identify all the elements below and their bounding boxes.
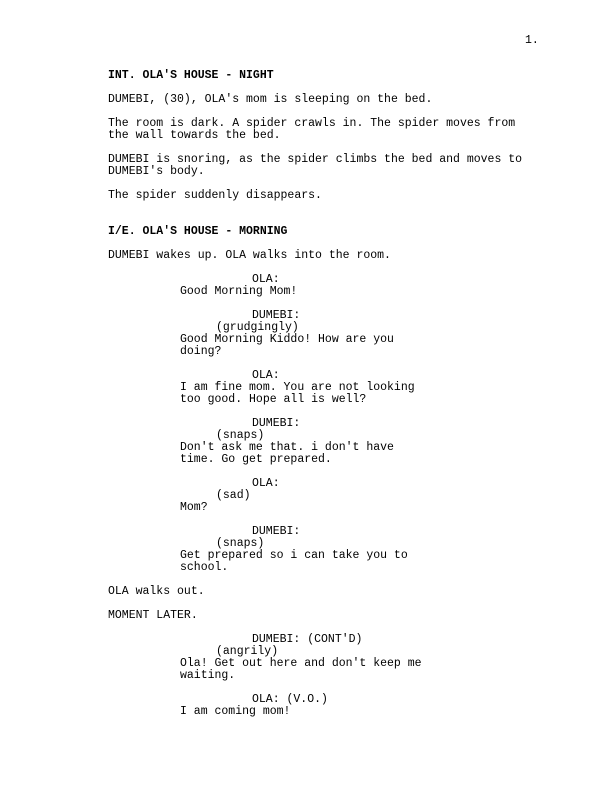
parenthetical: (sad) bbox=[216, 489, 251, 502]
dialogue-line: Good Morning Kiddo! How are you bbox=[180, 333, 394, 346]
page-number: 1. bbox=[525, 34, 539, 47]
dialogue-line: too good. Hope all is well? bbox=[180, 393, 367, 406]
action-line: DUMEBI, (30), OLA's mom is sleeping on the bed. bbox=[108, 93, 433, 106]
dialogue-block bbox=[108, 418, 548, 466]
character-name: OLA: bbox=[252, 273, 280, 286]
action-line: The room is dark. A spider crawls in. The spider moves from the wall towards the bed. bbox=[108, 117, 516, 142]
character-name: OLA: (V.O.) bbox=[252, 693, 328, 706]
dialogue-block bbox=[108, 478, 548, 514]
dialogue-block bbox=[108, 274, 548, 298]
character-name: DUMEBI: (CONT'D) bbox=[252, 633, 363, 646]
dialogue-line: Good Morning Mom! bbox=[180, 285, 298, 298]
parenthetical: (angrily) bbox=[216, 645, 279, 658]
action-line: OLA walks out. bbox=[108, 585, 205, 598]
character-name: DUMEBI: bbox=[252, 525, 301, 538]
action-line: MOMENT LATER. bbox=[108, 609, 198, 622]
character-name: DUMEBI: bbox=[252, 309, 301, 322]
screenplay-body bbox=[108, 70, 548, 718]
dialogue-line: Ola! Get out here and don't keep me bbox=[180, 657, 422, 670]
dialogue-block bbox=[108, 526, 548, 574]
parenthetical: (snaps) bbox=[216, 537, 265, 550]
parenthetical: (snaps) bbox=[216, 429, 265, 442]
dialogue-line: Get prepared so i can take you to bbox=[180, 549, 408, 562]
parenthetical: (grudgingly) bbox=[216, 321, 299, 334]
character-name: OLA: bbox=[252, 477, 280, 490]
dialogue-block bbox=[108, 634, 548, 682]
dialogue-line: Don't ask me that. i don't have bbox=[180, 441, 394, 454]
dialogue-line: doing? bbox=[180, 345, 222, 358]
dialogue-block bbox=[108, 370, 548, 406]
character-name: OLA: bbox=[252, 369, 280, 382]
dialogue-line: waiting. bbox=[180, 669, 236, 682]
dialogue-line: school. bbox=[180, 561, 229, 574]
dialogue-line: I am fine mom. You are not looking bbox=[180, 381, 415, 394]
action-line: The spider suddenly disappears. bbox=[108, 189, 322, 202]
scene-heading: I/E. OLA'S HOUSE - MORNING bbox=[108, 225, 288, 238]
dialogue-block bbox=[108, 694, 548, 718]
action-line: DUMEBI is snoring, as the spider climbs the bed and moves to DUMEBI's body. bbox=[108, 153, 523, 178]
dialogue-line: time. Go get prepared. bbox=[180, 453, 332, 466]
dialogue-line: Mom? bbox=[180, 501, 208, 514]
action-line: DUMEBI wakes up. OLA walks into the room. bbox=[108, 249, 391, 262]
character-name: DUMEBI: bbox=[252, 417, 301, 430]
scene-heading: INT. OLA'S HOUSE - NIGHT bbox=[108, 69, 274, 82]
dialogue-line: I am coming mom! bbox=[180, 705, 291, 718]
dialogue-block bbox=[108, 310, 548, 358]
